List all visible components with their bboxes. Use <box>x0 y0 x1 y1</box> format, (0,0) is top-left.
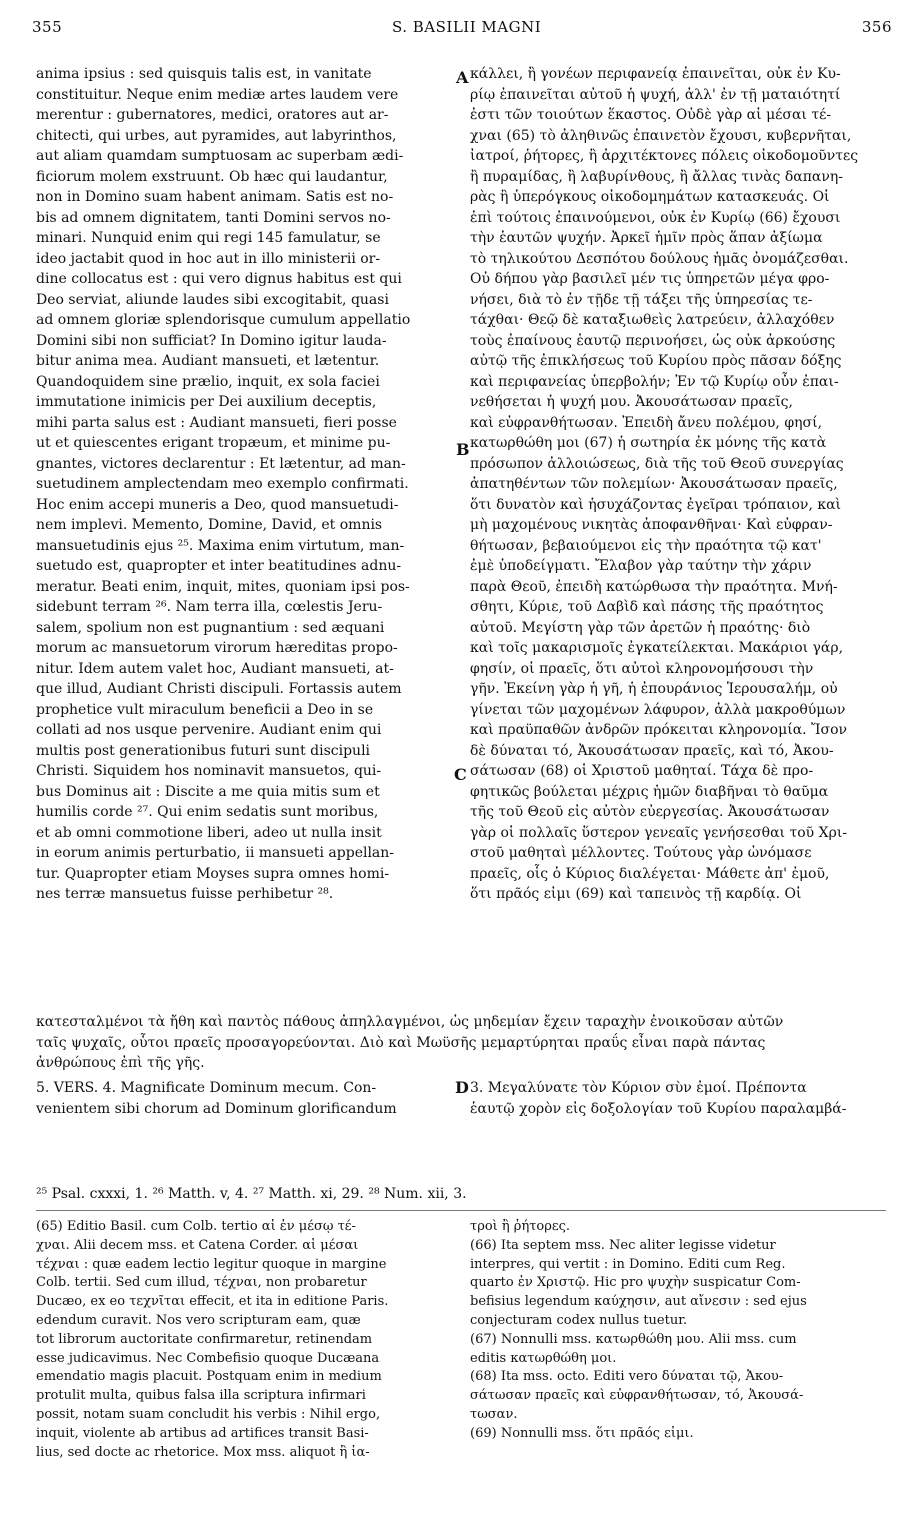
greek-line: αὐτοῦ. Μεγίστη γὰρ τῶν ἀρετῶν ἡ πραότης· διὸ <box>470 619 811 636</box>
latin-line: constituitur. Neque enim mediæ artes laudem vere <box>36 86 399 103</box>
latin-line: mansuetudinis ejus ²⁵. Maxima enim virtutum, man- <box>36 537 405 554</box>
greek-line: χναι (65) τὸ ἀληθινῶς ἐπαινετὸν ἔχουσι, κυβερνῆται, <box>470 127 852 144</box>
latin-line: Domini sibi non sufficiat? In Domino igitur lauda- <box>36 332 387 349</box>
greek-line: νεθήσεται ἡ ψυχή μου. Ἀκουσάτωσαν πραεῖς, <box>470 394 793 410</box>
notes-left-column <box>36 1218 454 1462</box>
latin-line: suetudinem amplectendam meo exemplo confirmati. <box>36 476 409 492</box>
note-line: τροὶ ἢ ῥήτορες. <box>470 1219 571 1234</box>
greek-line: τοὺς ἐπαίνους ἑαυτῷ περινοήσει, ὡς οὐκ ἀρκούσης <box>470 332 836 349</box>
scripture-references: ²⁵ Psal. cxxxi, 1. ²⁶ Matth. v, 4. ²⁷ Matth. xi, 29. ²⁸ Num. xii, 3. <box>36 1186 467 1202</box>
margin-letter-b: B <box>456 440 470 459</box>
greek-line: ἰατροί, ῥήτορες, ἢ ἀρχιτέκτονες πόλεις οἰκοδομοῦντες <box>470 148 859 164</box>
latin-line: bus Dominus ait : Discite a me quia mitis sum et <box>36 783 380 800</box>
latin-line: merentur : gubernatores, medici, oratores aut ar- <box>36 107 389 123</box>
latin-line: ad omnem gloriæ splendorisque cumulum appellatio <box>36 312 411 328</box>
note-line: σάτωσαν πραεῖς καὶ εὐφρανθήτωσαν, τό, Ἀκουσά- <box>470 1388 804 1404</box>
greek-line: νήσει, διὰ τὸ ἐν τῇδε τῇ τάξει τῆς ὑπηρεσίας τε- <box>470 291 813 308</box>
latin-line: et ab omni commotione liberi, adeo ut nulla insit <box>36 824 382 841</box>
note-line: (65) Editio Basil. cum Colb. tertio αἱ ἐν μέσῳ τέ- <box>36 1219 356 1234</box>
greek-line: τὴν ἑαυτῶν ψυχήν. Ἀρκεῖ ἡμῖν πρὸς ἅπαν ἀξίωμα <box>470 230 823 246</box>
greek-line: πρόσωπον ἀλλοιώσεως, διὰ τῆς τοῦ Θεοῦ συνεργίας <box>470 455 844 472</box>
latin-line: collati ad nos usque pervenire. Audiant enim qui <box>36 722 382 738</box>
latin-line: ideo jactabit quod in hoc aut in illo ministerii or- <box>36 250 381 267</box>
right-page-number: 356 <box>861 18 892 36</box>
greek-line: τάχθαι· Θεῷ δὲ καταξιωθεὶς λατρεύειν, ἀλλαχόθεν <box>470 312 835 328</box>
note-line: befisius legendum καύχησιν, aut αἴνεσιν : sed ejus <box>470 1294 807 1310</box>
latin-line: minari. Nunquid enim qui regi 145 famulatur, se <box>36 230 381 246</box>
full-width-line: κατεσταλμένοι τὰ ἤθη καὶ παντὸς πάθους ἀπηλλαγμένοι, ὡς μηδεμίαν ἔχειν ταραχὴν ἐνοικοῦσαν αὐτῶν <box>36 1014 784 1030</box>
greek-line: Οὐ δήπου γὰρ βασιλεῖ μέν τις ὑπηρετῶν μέγα φρο- <box>470 271 830 287</box>
greek-column <box>470 64 886 905</box>
latin-line: nes terræ mansuetus fuisse perhibetur ²⁸. <box>36 886 334 902</box>
greek-line: δὲ δύναται τό, Ἀκουσάτωσαν πραεῖς, καὶ τό, Ἀκου- <box>470 742 834 759</box>
latin-column <box>36 64 454 905</box>
greek-line: ρὰς ἢ ὑπερόγκους οἰκοδομημάτων κατασκευάς. Οἱ <box>470 189 830 205</box>
latin-line: salem, spolium non est pugnantium : sed æquani <box>36 619 385 636</box>
greek-full-width-text <box>36 1012 886 1074</box>
latin-verse-line: 5. VERS. 4. Magnificate Dominum mecum. Con- <box>36 1080 377 1096</box>
latin-line: morum ac mansuetorum virorum hæreditas propo- <box>36 640 398 656</box>
note-line: esse judicavimus. Nec Combefisio quoque Ducæana <box>36 1350 380 1366</box>
greek-line: γίνεται τῶν μαχομένων λάφυρον, ἀλλὰ μακροθύμων <box>470 701 846 718</box>
note-line: interpres, qui vertit : in Domino. Editi cum Reg. <box>470 1256 786 1272</box>
greek-line: φητικῶς βούλεται μέχρις ἡμῶν διαβῆναι τὸ θαῦμα <box>470 783 829 800</box>
greek-line: ρίῳ ἐπαινεῖται αὐτοῦ ἡ ψυχή, ἀλλ' ἐν τῇ ματαιότητί <box>470 86 841 103</box>
greek-line: κάλλει, ἢ γονέων περιφανείᾳ ἐπαινεῖται, οὐκ ἐν Κυ- <box>470 66 841 82</box>
greek-line: τὸ τηλικούτου Δεσπότου δούλους ἡμᾶς ὀνομάζεσθαι. <box>470 250 849 267</box>
note-line: edendum curavit. Nos vero scripturam eam, quæ <box>36 1312 361 1328</box>
latin-line: ut et quiescentes erigant tropæum, et minime pu- <box>36 435 391 451</box>
running-title: S. BASILII MAGNI <box>392 18 542 36</box>
latin-line: dine collocatus est : qui vero dignus habitus est qui <box>36 271 402 287</box>
latin-line: Christi. Siquidem hos nominavit mansuetos, qui- <box>36 763 382 779</box>
greek-line: στοῦ μαθηταὶ μέλλοντες. Τούτους γὰρ ὠνόμασε <box>470 845 812 861</box>
latin-line: mihi parta salus est : Audiant mansueti, fieri posse <box>36 414 397 431</box>
note-line: editis κατωρθώθη μοι. <box>470 1350 617 1366</box>
margin-letter-a: A <box>456 68 469 87</box>
note-line: (66) Ita septem mss. Nec aliter legisse videtur <box>470 1237 776 1253</box>
latin-line: nitur. Idem autem valet hoc, Audiant mansueti, at- <box>36 660 394 677</box>
greek-line: καὶ περιφανείας ὑπερβολήν; Ἐν τῷ Κυρίῳ οὖν ἐπαι- <box>470 373 839 390</box>
greek-line: παρὰ Θεοῦ, ἐπειδὴ κατώρθωσα τὴν πραότητα. Μνή- <box>470 578 838 595</box>
latin-line: humilis corde ²⁷. Qui enim sedatis sunt moribus, <box>36 804 379 820</box>
latin-line: ficiorum molem exstruunt. Ob hæc qui laudantur, <box>36 168 388 185</box>
latin-line: sidebunt terram ²⁶. Nam terra illa, cœlestis Jeru- <box>36 599 383 615</box>
note-line: (69) Nonnulli mss. ὅτι πρᾶός εἰμι. <box>470 1425 694 1441</box>
greek-line: ἀπατηθέντων τῶν πολεμίων· Ἀκουσάτωσαν πραεῖς, <box>470 476 838 492</box>
greek-verse-section <box>470 1078 886 1119</box>
latin-line: chitecti, qui urbes, aut pyramides, aut labyrinthos, <box>36 127 397 144</box>
latin-line: aut aliam quamdam sumptuosam ac superbam ædi- <box>36 148 404 164</box>
notes-right-column <box>470 1218 886 1444</box>
greek-line: κατωρθώθη μοι (67) ἡ σωτηρία ἐκ μόνης τῆς κατὰ <box>470 435 827 451</box>
latin-line: que illud, Audiant Christi discipuli. Fortassis autem <box>36 681 402 697</box>
greek-verse-line: ἑαυτῷ χορὸν εἰς δοξολογίαν τοῦ Κυρίου παραλαμβά- <box>470 1100 847 1117</box>
note-line: inquit, violente ab artibus ad artifices transit Basi- <box>36 1425 369 1441</box>
latin-line: in eorum animis perturbatio, ii mansueti appellan- <box>36 845 395 861</box>
note-line: emendatio magis placuit. Postquam enim in medium <box>36 1369 382 1385</box>
latin-line: Quandoquidem sine prælio, inquit, ex sola faciei <box>36 373 380 390</box>
greek-line: γὰρ οἱ πολλαῖς ὕστερον γενεαῖς γενήσεσθαι τοῦ Χρι- <box>470 824 848 841</box>
note-line: quarto ἐν Χριστῷ. Hic pro ψυχὴν suspicatur Com- <box>470 1275 801 1291</box>
note-line: Ducæo, ex eo τεχνῖται effecit, et ita in editione Paris. <box>36 1294 389 1310</box>
margin-letter-d: D <box>455 1078 469 1097</box>
latin-line: prophetice vult miraculum beneficii a Deo in se <box>36 701 374 718</box>
greek-verse-line: 3. Μεγαλύνατε τὸν Κύριον σὺν ἐμοί. Πρέποντα <box>470 1080 807 1096</box>
latin-line: suetudo est, quapropter et inter beatitudines adnu- <box>36 558 402 574</box>
note-line: (67) Nonnulli mss. κατωρθώθη μου. Alii mss. cum <box>470 1331 797 1347</box>
greek-line: θήτωσαν, βεβαιούμενοι εἰς τὴν πραότητα τῷ κατ' <box>470 537 822 554</box>
greek-line: φησίν, οἱ πραεῖς, ὅτι αὐτοὶ κληρονομήσουσι τὴν <box>470 660 814 677</box>
greek-line: τῆς τοῦ Θεοῦ εἰς αὐτὸν εὐεργεσίας. Ἀκουσάτωσαν <box>470 804 830 820</box>
latin-line: bis ad omnem dignitatem, tanti Domini servos no- <box>36 209 391 226</box>
latin-line: meratur. Beati enim, inquit, mites, quoniam ipsi pos- <box>36 578 410 595</box>
latin-line: multis post generationibus futuri sunt discipuli <box>36 742 371 759</box>
latin-line: immutatione inimicis per Dei auxilium deceptis, <box>36 394 377 410</box>
note-line: lius, sed docte ac rhetorice. Mox mss. aliquot ἢ ἰα- <box>36 1444 370 1460</box>
latin-verse-line: venientem sibi chorum ad Dominum glorificandum <box>36 1100 397 1117</box>
greek-line: σθητι, Κύριε, τοῦ Δαβὶδ καὶ πάσης τῆς πραότητος <box>470 599 824 615</box>
latin-line: anima ipsius : sed quisquis talis est, in vanitate <box>36 66 372 82</box>
latin-line: bitur anima mea. Audiant mansueti, et lætentur. <box>36 353 380 369</box>
greek-line: καὶ εὐφρανθήτωσαν. Ἐπειδὴ ἄνευ πολέμου, φησί, <box>470 414 823 431</box>
notes-divider <box>36 1210 886 1211</box>
note-line: Colb. tertii. Sed cum illud, τέχναι, non probaretur <box>36 1275 367 1291</box>
latin-line: nem implevi. Memento, Domine, David, et omnis <box>36 517 383 533</box>
full-width-line: ἀνθρώπους ἐπὶ τῆς γῆς. <box>36 1055 205 1071</box>
latin-line: Deo serviat, aliunde laudes sibi excogitabit, quasi <box>36 291 389 308</box>
note-line: χναι. Alii decem mss. et Catena Corder. αἱ μέσαι <box>36 1237 359 1253</box>
note-line: protulit multa, quibus falsa illa scriptura infirmari <box>36 1388 366 1404</box>
greek-line: ὅτι πρᾶός εἰμι (69) καὶ ταπεινὸς τῇ καρδίᾳ. Οἱ <box>470 886 802 902</box>
full-width-line: ταῖς ψυχαῖς, οὗτοι πραεῖς προσαγορεύονται. Διὸ καὶ Μωϋσῆς μεμαρτύρηται πραΰς εἶναι παρὰ πάντας <box>36 1034 766 1051</box>
latin-line: gnantes, victores declarentur : Et lætentur, ad man- <box>36 455 406 472</box>
greek-line: ὅτι δυνατὸν καὶ ἡσυχάζοντας ἐγεῖραι τρόπαιον, καὶ <box>470 496 842 513</box>
running-header <box>32 18 892 44</box>
greek-line: ἐμὲ ὑποδείγματι. Ἔλαβον γὰρ ταύτην τὴν χάριν <box>470 558 812 574</box>
latin-line: Hoc enim accepi muneris a Deo, quod mansuetudi- <box>36 496 399 513</box>
left-page-number: 355 <box>32 18 63 36</box>
note-line: τέχναι : quæ eadem lectio legitur quoque in margine <box>36 1256 387 1272</box>
note-line: τωσαν. <box>470 1406 518 1422</box>
margin-letter-c: C <box>454 765 467 784</box>
latin-verse-section <box>36 1078 454 1119</box>
greek-line: ἐστι τῶν τοιούτων ἕκαστος. Οὐδὲ γὰρ αἱ μέσαι τέ- <box>470 107 832 123</box>
greek-line: πραεῖς, οἷς ὁ Κύριος διαλέγεται· Μάθετε ἀπ' ἐμοῦ, <box>470 865 830 882</box>
greek-line: γῆν. Ἐκείνη γὰρ ἡ γῆ, ἡ ἐπουράνιος Ἱερουσαλήμ, οὐ <box>470 681 838 697</box>
greek-line: ἢ πυραμίδας, ἢ λαβυρίνθους, ἢ ἄλλας τινὰς δαπανη- <box>470 168 843 185</box>
greek-line: καὶ πραϋπαθῶν ἀνδρῶν πρόκειται κληρονομία. Ἴσον <box>470 722 848 738</box>
latin-line: tur. Quapropter etiam Moyses supra omnes homi- <box>36 865 390 882</box>
note-line: possit, notam suam concludit his verbis : Nihil ergo, <box>36 1406 381 1422</box>
note-line: tot librorum auctoritate confirmaretur, retinendam <box>36 1331 373 1347</box>
greek-line: ἐπὶ τούτοις ἐπαινούμενοι, οὐκ ἐν Κυρίῳ (66) ἔχουσι <box>470 209 841 226</box>
note-line: (68) Ita mss. octo. Editi vero δύναται τῷ, Ἀκου- <box>470 1369 784 1385</box>
latin-line: non in Domino suam habent animam. Satis est no- <box>36 189 394 205</box>
greek-line: αὐτῷ τῆς ἐπικλήσεως τοῦ Κυρίου πρὸς πᾶσαν δόξης <box>470 353 842 369</box>
greek-line: καὶ τοῖς μακαρισμοῖς ἐγκατείλεκται. Μακάριοι γάρ, <box>470 640 844 656</box>
greek-line: σάτωσαν (68) οἱ Χριστοῦ μαθηταί. Τάχα δὲ προ- <box>470 763 814 779</box>
greek-line: μὴ μαχομένους νικητὰς ἀποφανθῆναι· Καὶ εὐφραν- <box>470 517 833 533</box>
note-line: conjecturam codex nullus tuetur. <box>470 1312 688 1328</box>
